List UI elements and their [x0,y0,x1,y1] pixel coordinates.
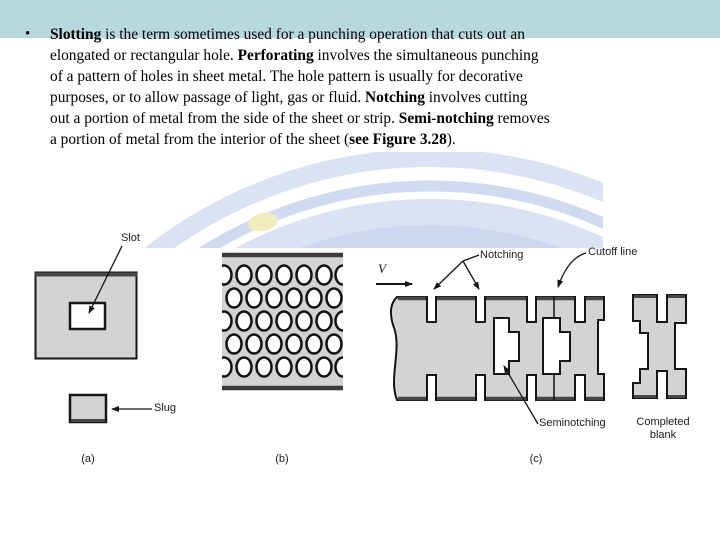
bullet-marker: • [25,26,31,42]
panel-c-shape [376,253,686,424]
paragraph-line: Slotting is the term sometimes used for a punching operation that cuts out an [50,26,525,43]
panel-a-shape [35,246,152,422]
caption-a: (a) [81,453,95,465]
notching-label: Notching [480,249,524,261]
slot-label: Slot [121,232,140,244]
caption-b: (b) [275,453,289,465]
slot-hole [70,303,105,329]
completed-blank-label-line1: Completed [636,416,690,428]
paragraph-line: purposes, or to allow passage of light, gas or fluid. Notching involves cutting [50,89,528,106]
panel-b-shape [217,253,351,390]
velocity-label: V [378,261,386,276]
completed-blank-label-line2: blank [649,429,677,441]
paragraph-line: elongated or rectangular hole. Perforating involves the simultaneous punching [50,47,539,64]
caption-c: (c) [529,453,543,465]
cutoff-leader-line [558,253,586,287]
seminotching-label: Seminotching [539,417,606,429]
paragraph-line: out a portion of metal from the side of the sheet or strip. Semi-notching removes [50,110,550,127]
paragraph-line: a portion of metal from the interior of the sheet (see Figure 3.28). [50,131,456,148]
body-paragraph [50,24,710,150]
paragraph-line: of a pattern of holes in sheet metal. The hole pattern is usually for decorative [50,68,523,85]
cutoff-line-label: Cutoff line [588,246,638,258]
completed-blank-label [617,416,709,442]
completed-blank-shape [633,295,686,398]
slug-piece [70,395,106,422]
slug-label: Slug [154,402,177,414]
notching-leader-lines [434,255,479,289]
